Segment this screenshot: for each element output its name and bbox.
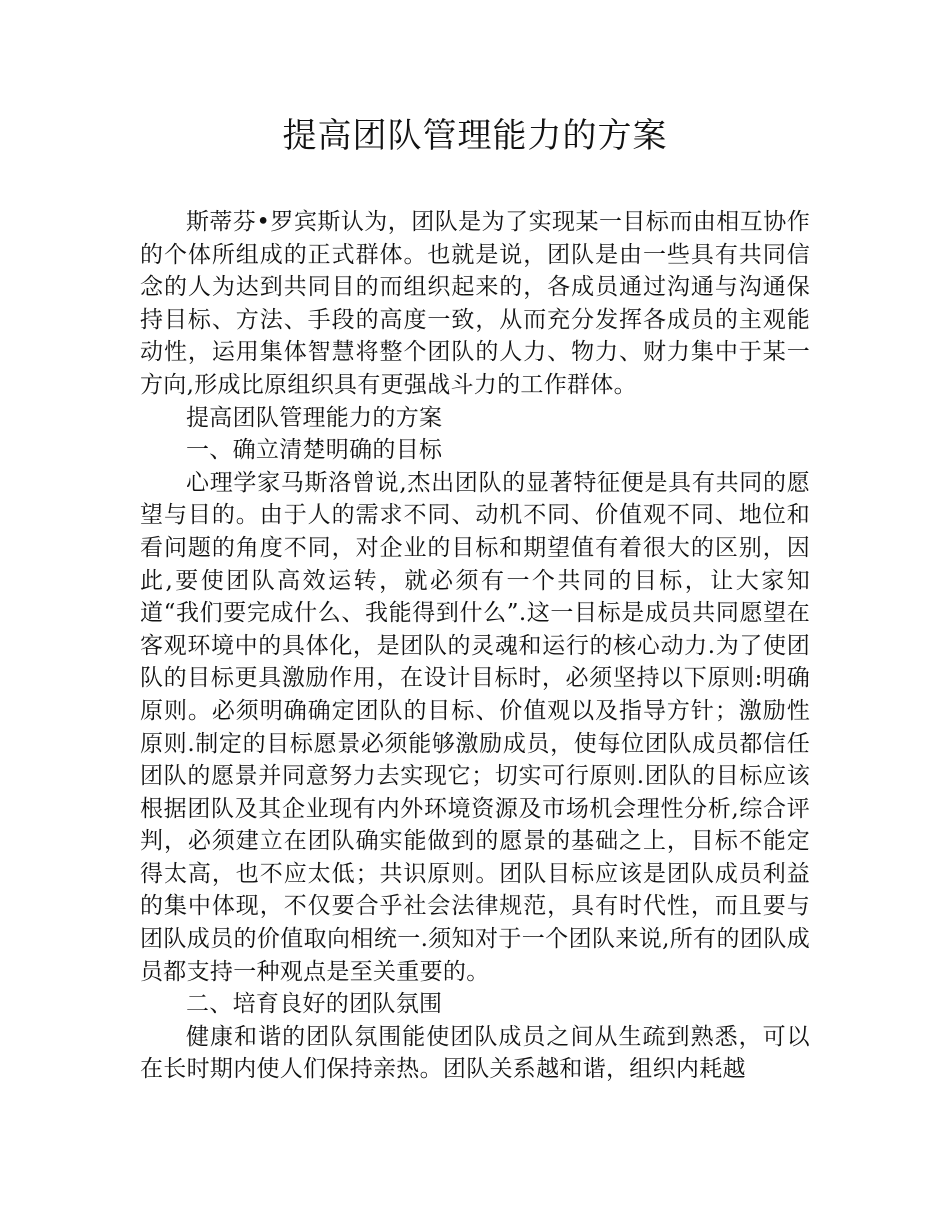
paragraph-intro: 斯蒂芬•罗宾斯认为，团队是为了实现某一目标而由相互协作的个体所组成的正式群体。也就是说，团队是由一些具有共同信念的人为达到共同目的而组织起来的，各成员通过沟通与沟通保持目标、方法、手段的高度一致，从而充分发挥各成员的主观能动性，运用集体智慧将整个团队的人力、物力、财力集中于某一方向,形成比原组织具有更强战斗力的工作群体。: [140, 209, 810, 398]
document-body: [140, 206, 810, 1086]
section-heading-goals: 一、确立清楚明确的目标: [186, 437, 443, 464]
paragraph-goals: 心理学家马斯洛曾说,杰出团队的显著特征便是具有共同的愿望与目的。由于人的需求不同、动机不同、价值观不同、地位和看问题的角度不同，对企业的目标和期望值有着很大的区别，因此,要使团队高效运转，就必须有一个共同的目标，让大家知道“我们要完成什么、我能得到什么”.这一目标是成员共同愿望在客观环境中的具体化，是团队的灵魂和运行的核心动力.为了使团队的目标更具激励作用，在设计目标时，必须坚持以下原则:明确原则。必须明确确定团队的目标、价值观以及指导方针；激励性原则.制定的目标愿景必须能够激励成员，使每位团队成员都信任团队的愿景并同意努力去实现它；切实可行原则.团队的目标应该根据团队及其企业现有内外环境资源及市场机会理性分析,综合评判，必须建立在团队确实能做到的愿景的基础之上，目标不能定得太高，也不应太低；共识原则。团队目标应该是团队成员利益的集中体现，不仅要合乎社会法律规范，具有时代性，而且要与团队成员的价值取向相统一.须知对于一个团队来说,所有的团队成员都支持一种观点是至关重要的。: [140, 469, 810, 985]
section-heading-atmosphere: 二、培育良好的团队氛围: [186, 991, 443, 1018]
section-heading-plan: 提高团队管理能力的方案: [186, 404, 443, 431]
paragraph-atmosphere: 健康和谐的团队氛围能使团队成员之间从生疏到熟悉，可以在长时期内使人们保持亲热。团队关系越和谐，组织内耗越: [140, 1023, 810, 1083]
document-title: 提高团队管理能力的方案: [282, 116, 668, 156]
